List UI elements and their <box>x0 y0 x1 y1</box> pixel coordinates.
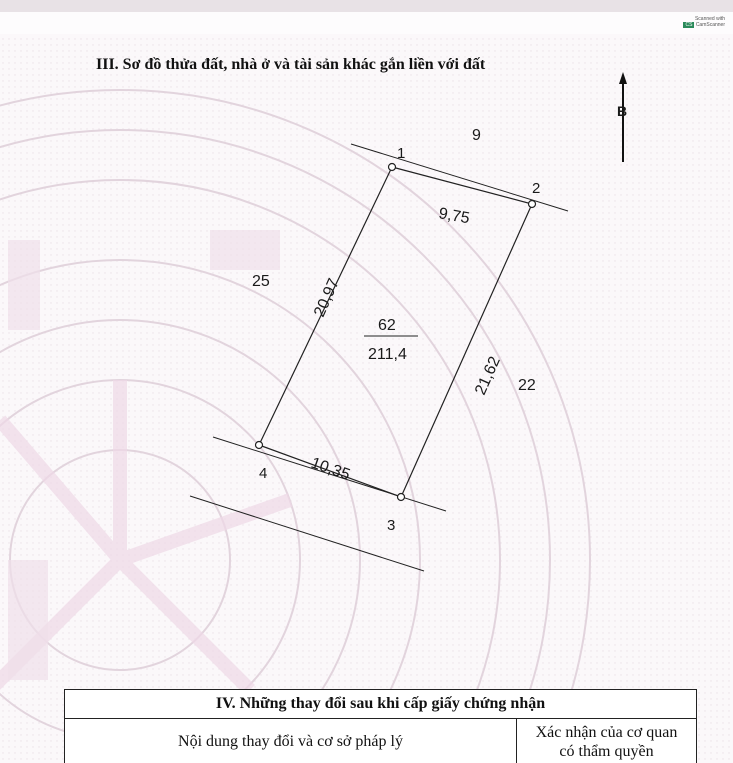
boundary-line-top <box>351 144 568 211</box>
changes-table <box>64 689 697 763</box>
table-column-row <box>65 719 697 763</box>
vertex-label-2: 2 <box>532 180 541 197</box>
scanner-line1: Scanned with <box>694 16 725 22</box>
neighbor-parcel-east: 22 <box>518 377 536 394</box>
edge-length-right: 21,62 <box>472 354 504 398</box>
edge-length-top: 9,75 <box>437 205 471 228</box>
neighbor-parcel-north: 9 <box>472 127 481 144</box>
column-confirm-header <box>517 719 697 763</box>
parcel-number: 62 <box>378 317 396 334</box>
vertex-marker-4 <box>256 442 263 449</box>
section-4-title: IV. Những thay đổi sau khi cấp giấy chứng nhận <box>65 690 697 719</box>
vertex-marker-2 <box>529 201 536 208</box>
column-confirm-line2: có thẩm quyền <box>559 743 654 760</box>
scanner-logo-icon: CS <box>685 22 693 28</box>
edge-length-left: 20,97 <box>311 276 343 320</box>
column-content-header: Nội dung thay đổi và cơ sở pháp lý <box>65 719 517 763</box>
north-label: B <box>617 103 628 119</box>
vertex-label-4: 4 <box>259 465 268 482</box>
parcel-area: 211,4 <box>368 346 407 363</box>
column-confirm-line1: Xác nhận của cơ quan <box>535 724 678 741</box>
vertex-label-1: 1 <box>397 145 406 162</box>
vertex-label-3: 3 <box>387 517 396 534</box>
vertex-marker-3 <box>398 494 405 501</box>
table-header-row <box>65 690 697 719</box>
scanner-line2: CamScanner <box>695 22 725 28</box>
neighbor-parcel-west: 25 <box>252 273 270 290</box>
vertex-marker-1 <box>389 164 396 171</box>
section-3-title: III. Sơ đồ thửa đất, nhà ở và tài sản khác gắn liền với đất <box>96 56 486 73</box>
edge-length-bottom: 10,35 <box>308 454 353 484</box>
